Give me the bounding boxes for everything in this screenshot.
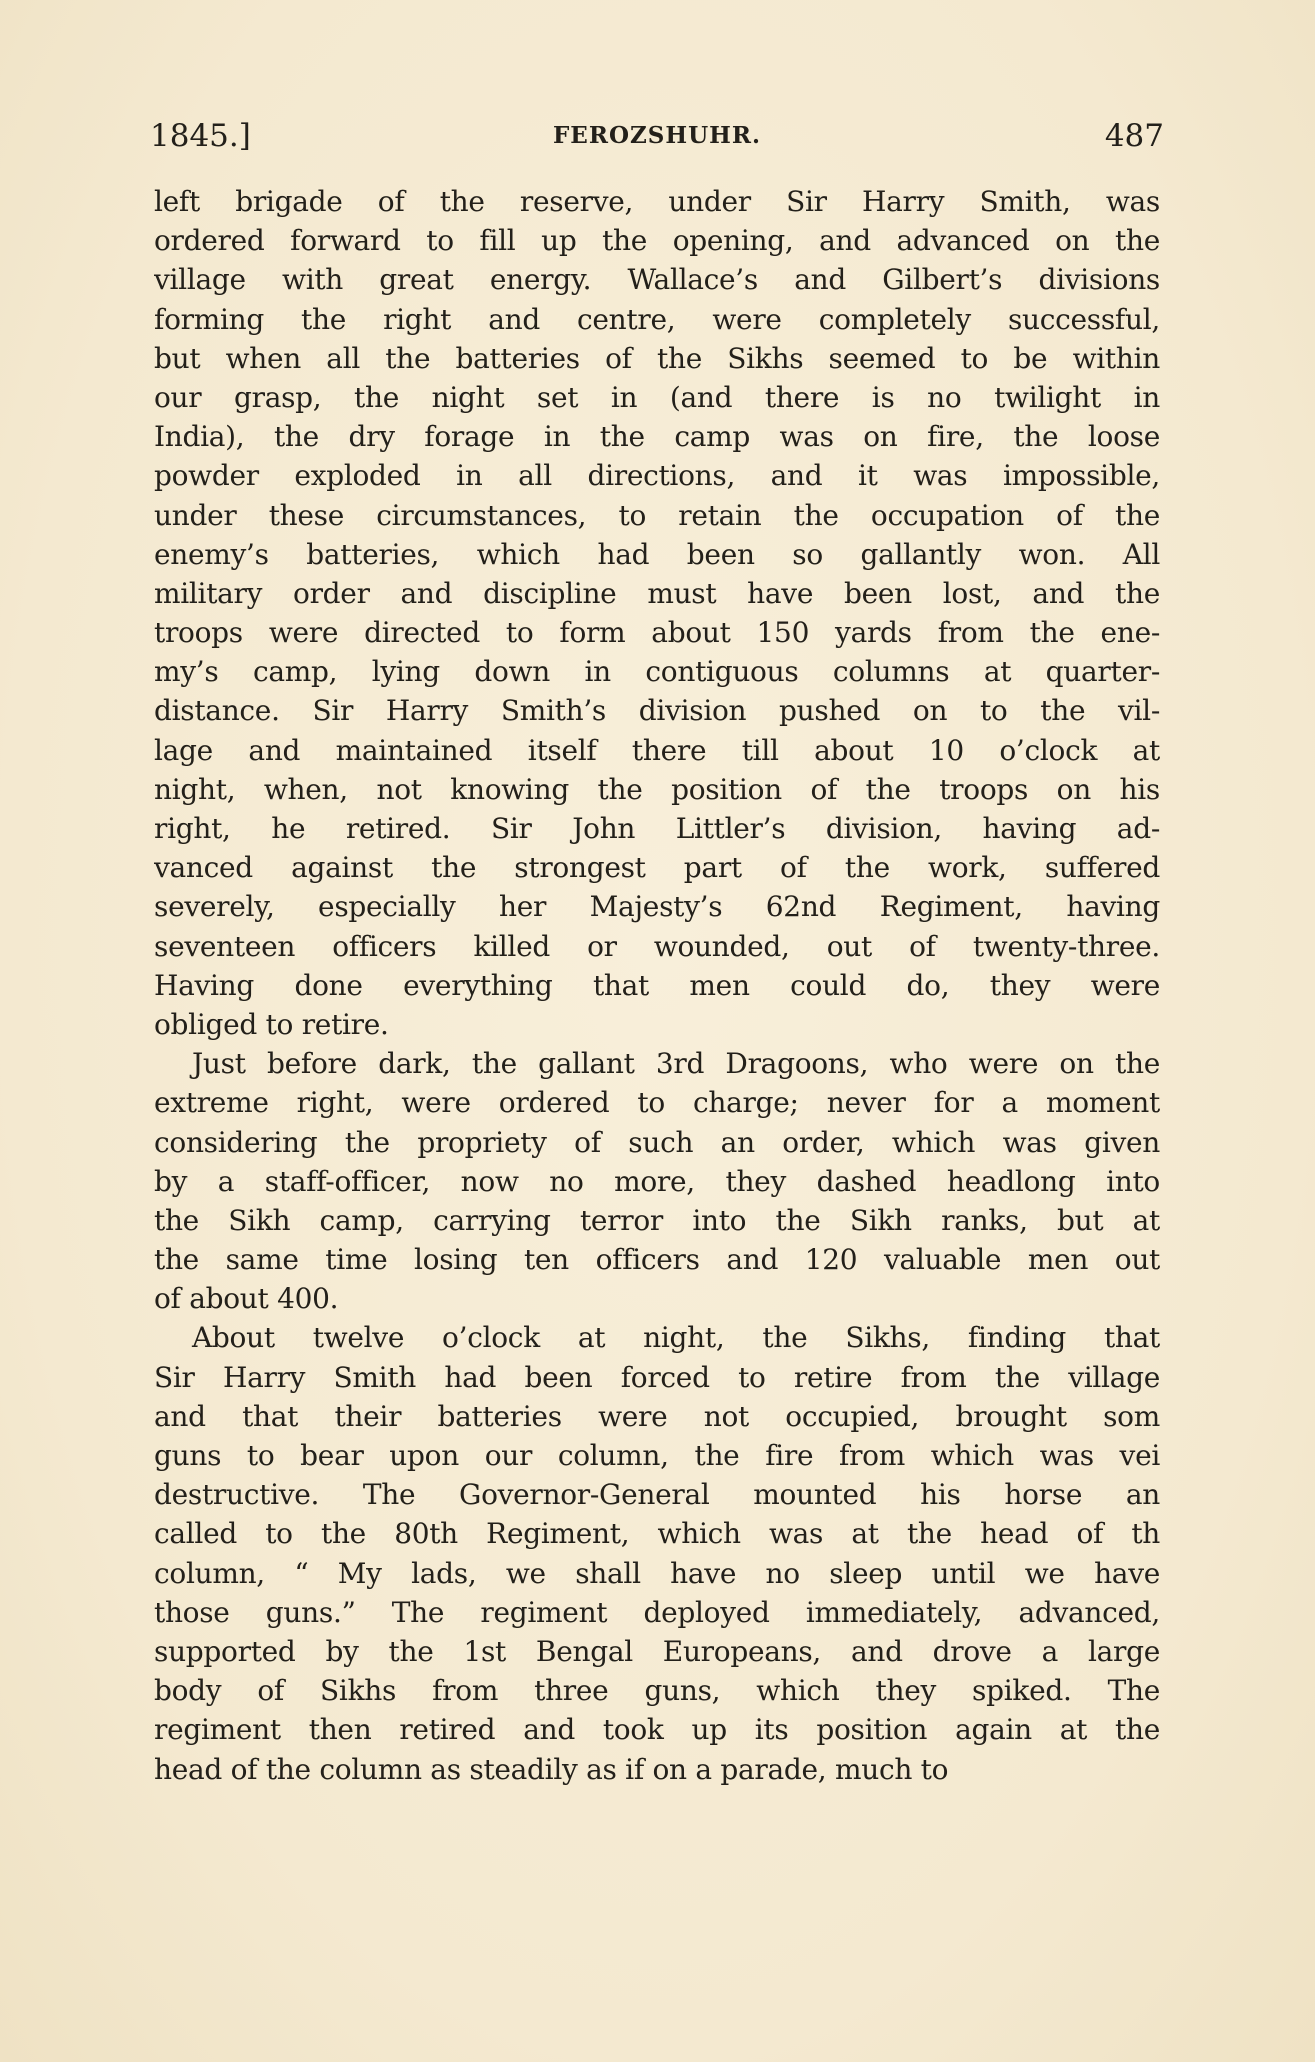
- text-line: severely, especially her Majesty’s 62nd Regiment, having: [154, 890, 1160, 924]
- text-line: the Sikh camp, carrying terror into the Sikh ranks, but at: [154, 1203, 1160, 1237]
- text-line: extreme right, were ordered to charge; never for a moment: [154, 1086, 1160, 1120]
- text-line: guns to bear upon our column, the fire from which was vei: [154, 1439, 1160, 1472]
- text-line: India), the dry forage in the camp was on fire, the loose: [154, 420, 1160, 454]
- text-line: supported by the 1st Bengal Europeans, and drove a large: [154, 1634, 1160, 1668]
- text-line: but when all the batteries of the Sikhs seemed to be within: [154, 341, 1160, 375]
- paragraph: [154, 182, 1160, 1044]
- paragraph: [154, 1318, 1160, 1788]
- text-line: right, he retired. Sir John Littler’s division, having ad-: [154, 812, 1160, 845]
- year-bracket: 1845.]: [150, 118, 251, 154]
- text-line: vanced against the strongest part of the work, suffered: [154, 851, 1160, 885]
- text-line: by a staff-officer, now no more, they dashed headlong into: [154, 1164, 1160, 1198]
- text-line: considering the propriety of such an order, which was given: [154, 1125, 1160, 1159]
- paragraph: [154, 1044, 1160, 1318]
- text-line: of about 400.: [154, 1282, 339, 1316]
- text-line: regiment then retired and took up its position again at the: [154, 1713, 1160, 1747]
- text-line: powder exploded in all directions, and it was impossible,: [154, 459, 1160, 493]
- text-line: those guns.” The regiment deployed immediately, advanced,: [154, 1595, 1160, 1629]
- page-number: 487: [1104, 118, 1164, 154]
- text-line: enemy’s batteries, which had been so gallantly won. All: [154, 537, 1160, 571]
- running-head: [150, 114, 1164, 158]
- text-line: body of Sikhs from three guns, which they spiked. The: [154, 1674, 1160, 1708]
- text-line: Having done everything that men could do, they were: [154, 968, 1160, 1002]
- text-line: head of the column as steadily as if on a parade, much to: [154, 1752, 949, 1786]
- text-line: my’s camp, lying down in contiguous columns at quarter-: [154, 655, 1160, 689]
- text-line: seventeen officers killed or wounded, out of twenty-three.: [154, 929, 1160, 963]
- text-line: About twelve o’clock at night, the Sikhs, finding that: [192, 1321, 1160, 1355]
- text-line: under these circumstances, to retain the occupation of the: [154, 498, 1160, 532]
- text-line: night, when, not knowing the position of the troops on his: [154, 772, 1160, 806]
- text-line: the same time losing ten officers and 120 valuable men out: [154, 1243, 1160, 1277]
- text-line: our grasp, the night set in (and there is no twilight in: [154, 380, 1160, 414]
- body-text: [154, 182, 1160, 1789]
- text-line: obliged to retire.: [154, 1007, 389, 1041]
- text-line: troops were directed to form about 150 yards from the ene-: [154, 616, 1160, 650]
- text-line: column, “ My lads, we shall have no sleep until we have: [154, 1556, 1160, 1590]
- text-line: called to the 80th Regiment, which was at the head of th: [154, 1517, 1160, 1551]
- text-line: destructive. The Governor-General mounted his horse an: [154, 1478, 1160, 1512]
- text-line: distance. Sir Harry Smith’s division pushed on to the vil-: [154, 694, 1160, 728]
- text-line: forming the right and centre, were completely successful,: [154, 302, 1160, 336]
- text-line: military order and discipline must have been lost, and the: [154, 576, 1160, 610]
- text-line: and that their batteries were not occupied, brought som: [154, 1399, 1160, 1433]
- text-line: village with great energy. Wallace’s and Gilbert’s divisions: [154, 263, 1160, 297]
- text-line: Just before dark, the gallant 3rd Dragoons, who were on the: [192, 1047, 1160, 1081]
- text-line: lage and maintained itself there till about 10 o’clock at: [154, 733, 1160, 767]
- text-line: left brigade of the reserve, under Sir Harry Smith, was: [154, 185, 1160, 218]
- text-line: Sir Harry Smith had been forced to retire from the village: [154, 1360, 1160, 1394]
- text-line: ordered forward to fill up the opening, and advanced on the: [154, 224, 1160, 258]
- chapter-title: FEROZSHUHR.: [552, 122, 762, 149]
